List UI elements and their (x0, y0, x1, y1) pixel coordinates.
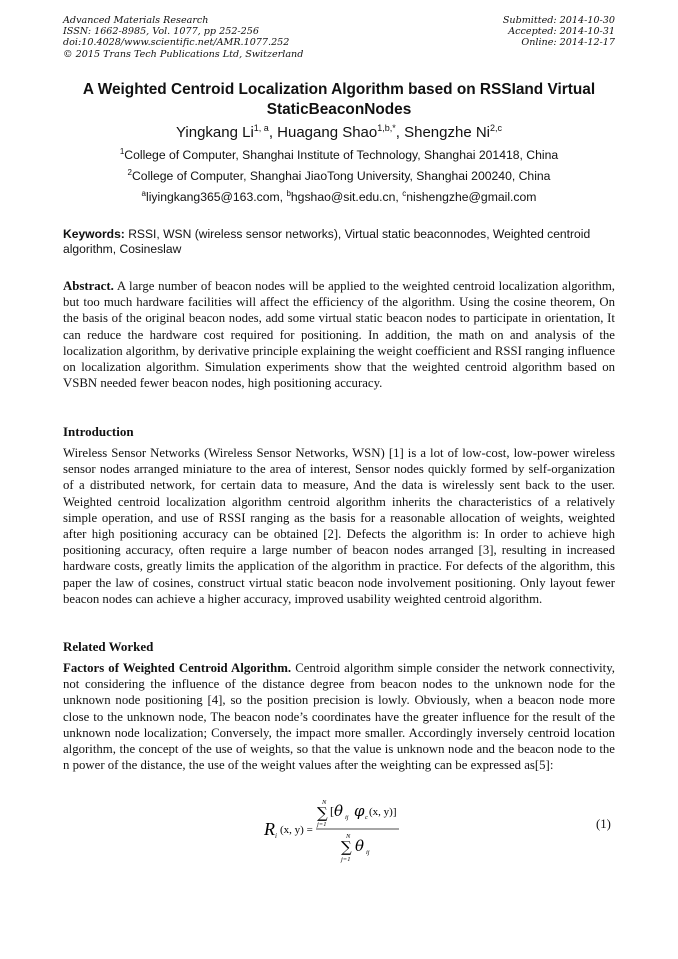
affiliation-marker: 2 (127, 168, 132, 177)
section-heading-introduction: Introduction (63, 424, 134, 439)
related-paragraph (63, 660, 615, 773)
abstract-label: Abstract. (63, 279, 114, 293)
eq-den-sum-lower: j=1 (341, 856, 351, 863)
email-address[interactable]: hgshao@sit.edu.cn (290, 190, 396, 204)
subsection-lead: Factors of Weighted Centroid Algorithm. (63, 661, 292, 675)
title-line-1: A Weighted Centroid Localization Algorithm based on RSSIand Virtual (82, 81, 596, 98)
email-marker: c (402, 189, 407, 198)
eq-num-args: (x, y)] (369, 806, 397, 818)
eq-lhs-symbol: R (264, 819, 275, 839)
eq-num-bracket: [ (330, 804, 334, 818)
dates-header (503, 15, 615, 49)
eq-num-theta: θ (334, 802, 344, 820)
author-superscript: 1, a (253, 123, 269, 133)
abstract-paragraph (63, 278, 615, 391)
journal-issn: ISSN: 1662-8985, Vol. 1077, pp 252-256 (63, 26, 259, 38)
email-list: $^a$liyingkang365@163.com, $^b$hgshao@sit.edu.cn, $^c$nishengzhe@gmail.com (141, 189, 537, 204)
author-separator: , (395, 124, 405, 141)
email-marker: b (286, 189, 291, 198)
online-date: Online: 2014-12-17 (521, 37, 615, 49)
accepted-date: Accepted: 2014-10-31 (508, 26, 615, 38)
email-address[interactable]: nishengzhe@gmail.com (406, 190, 537, 204)
keywords-text: RSSI, WSN (wireless sensor networks), Virtual static beaconnodes, Weighted centroid algorithm, Cosineslaw (63, 227, 591, 257)
title-line-2: StaticBeaconNodes (266, 100, 412, 118)
eq-num-sum-lower: j=1 (317, 821, 327, 828)
equation-number: (1) (596, 817, 611, 831)
paper-title (40, 80, 638, 119)
affiliation-text: College of Computer, Shanghai Institute of Technology, Shanghai 201418, China (124, 148, 559, 162)
email-address[interactable]: liyingkang365@163.com (146, 190, 280, 204)
author-superscript: 2,c (490, 123, 503, 133)
author-name: Huagang Shao (277, 124, 378, 141)
eq-lhs-args: (x, y) = (280, 824, 313, 836)
author-name: Yingkang Li (175, 124, 254, 141)
affiliation-marker: 1 (119, 147, 125, 156)
eq-den-theta: θ (355, 837, 365, 855)
author-separator: , (268, 124, 278, 141)
article-doi: doi:10.4028/www.scientific.net/AMR.1077.252 (63, 37, 290, 49)
keywords-label: Keywords: (63, 227, 125, 241)
related-text: Centroid algorithm simple consider the network connectivity, not considering the influence of the distance degree from beacon nodes to the unknown node for the unknown node positioning [4], so the position precision is lowly. Obviously, when a beacon node more close to the unknown node, The beacon node’s coordinates have the greater influence for the result of the unknown node localization; Conversely, the impact more smaller. Accordingly inversely centroid location algorithm, the concept of the use of weights, so that the value is unknown node and the beacon node to the n power of the distance, the use of the weight values after the weighting can be expressed as[5]: (63, 661, 615, 773)
eq-num-phi-sub: c (365, 814, 368, 821)
author-name: Shengzhe Ni (404, 124, 491, 141)
affiliation (40, 148, 638, 163)
affiliation (40, 169, 638, 184)
eq-den-sigma: ∑ (341, 838, 352, 856)
copyright-notice: © 2015 Trans Tech Publications Ltd, Switzerland (63, 48, 304, 60)
equation-1 (262, 793, 422, 865)
eq-num-sigma: ∑ (317, 804, 328, 822)
journal-header (63, 15, 303, 60)
eq-num-theta-sub: ij (345, 814, 349, 821)
affiliation-text: College of Computer, Shanghai JiaoTong University, Shanghai 200240, China (131, 169, 551, 183)
eq-den-sum-upper: N (346, 833, 351, 840)
eq-num-phi: φ (354, 802, 365, 820)
introduction-paragraph: Wireless Sensor Networks (Wireless Sensor Networks, WSN) [1] is a lot of low-cost, low-power wireless sensor nodes arranged miniature to the area of interest, Sensor nodes quickly formed by self-organization of a distributed network, for certain data to measure, And the data is wirelessly sent back to the user. Weighted centroid localization algorithm centroid algorithm inherits the characteristics of a relatively simple operation, and use of RSSI ranging as the basis for a reasonable allocation of weights, weighted after high positioning accuracy can be obtained [2]. Defects the algorithm is: In order to achieve high positioning accuracy, often require a large number of beacon nodes arranged [3], resulting in increased hardware costs, greatly limits the application of the algorithm in practice. For defects of the algorithm, this paper the law of cosines, construct virtual static beacon node involvement positioning. Only layout fewer beacon nodes can achieve a higher accuracy, improved usability weighted centroid algorithm. (63, 446, 615, 606)
submitted-date: Submitted: 2014-10-30 (502, 15, 615, 26)
email-marker: a (141, 189, 146, 198)
author-list (40, 123, 638, 142)
eq-num-sum-upper: N (322, 799, 327, 806)
keywords-block (63, 227, 615, 257)
author-superscript: 1,b,* (377, 123, 396, 133)
journal-name: Advanced Materials Research (63, 15, 209, 26)
section-heading-related-worked: Related Worked (63, 639, 154, 654)
abstract-text: A large number of beacon nodes will be applied to the weighted centroid localization algorithm, but too much hardware facilities will affect the efficiency of the algorithm. Using the cosine theorem, On the basis of the original beacon nodes, add some virtual static beacon nodes to participate in orientation, It can reduce the hardware cost required for positioning. In addition, the math on and analysis of the localization algorithm, by derivative principle explaining the weight coefficient and RSSI ranging influence on localization algorithm. Simulation experiments show that the weighted centroid algorithm based on VSBN needed fewer beacon nodes, high positioning accuracy. (63, 279, 615, 391)
eq-lhs-subscript: i (275, 832, 277, 840)
eq-den-theta-sub: ij (366, 849, 370, 856)
